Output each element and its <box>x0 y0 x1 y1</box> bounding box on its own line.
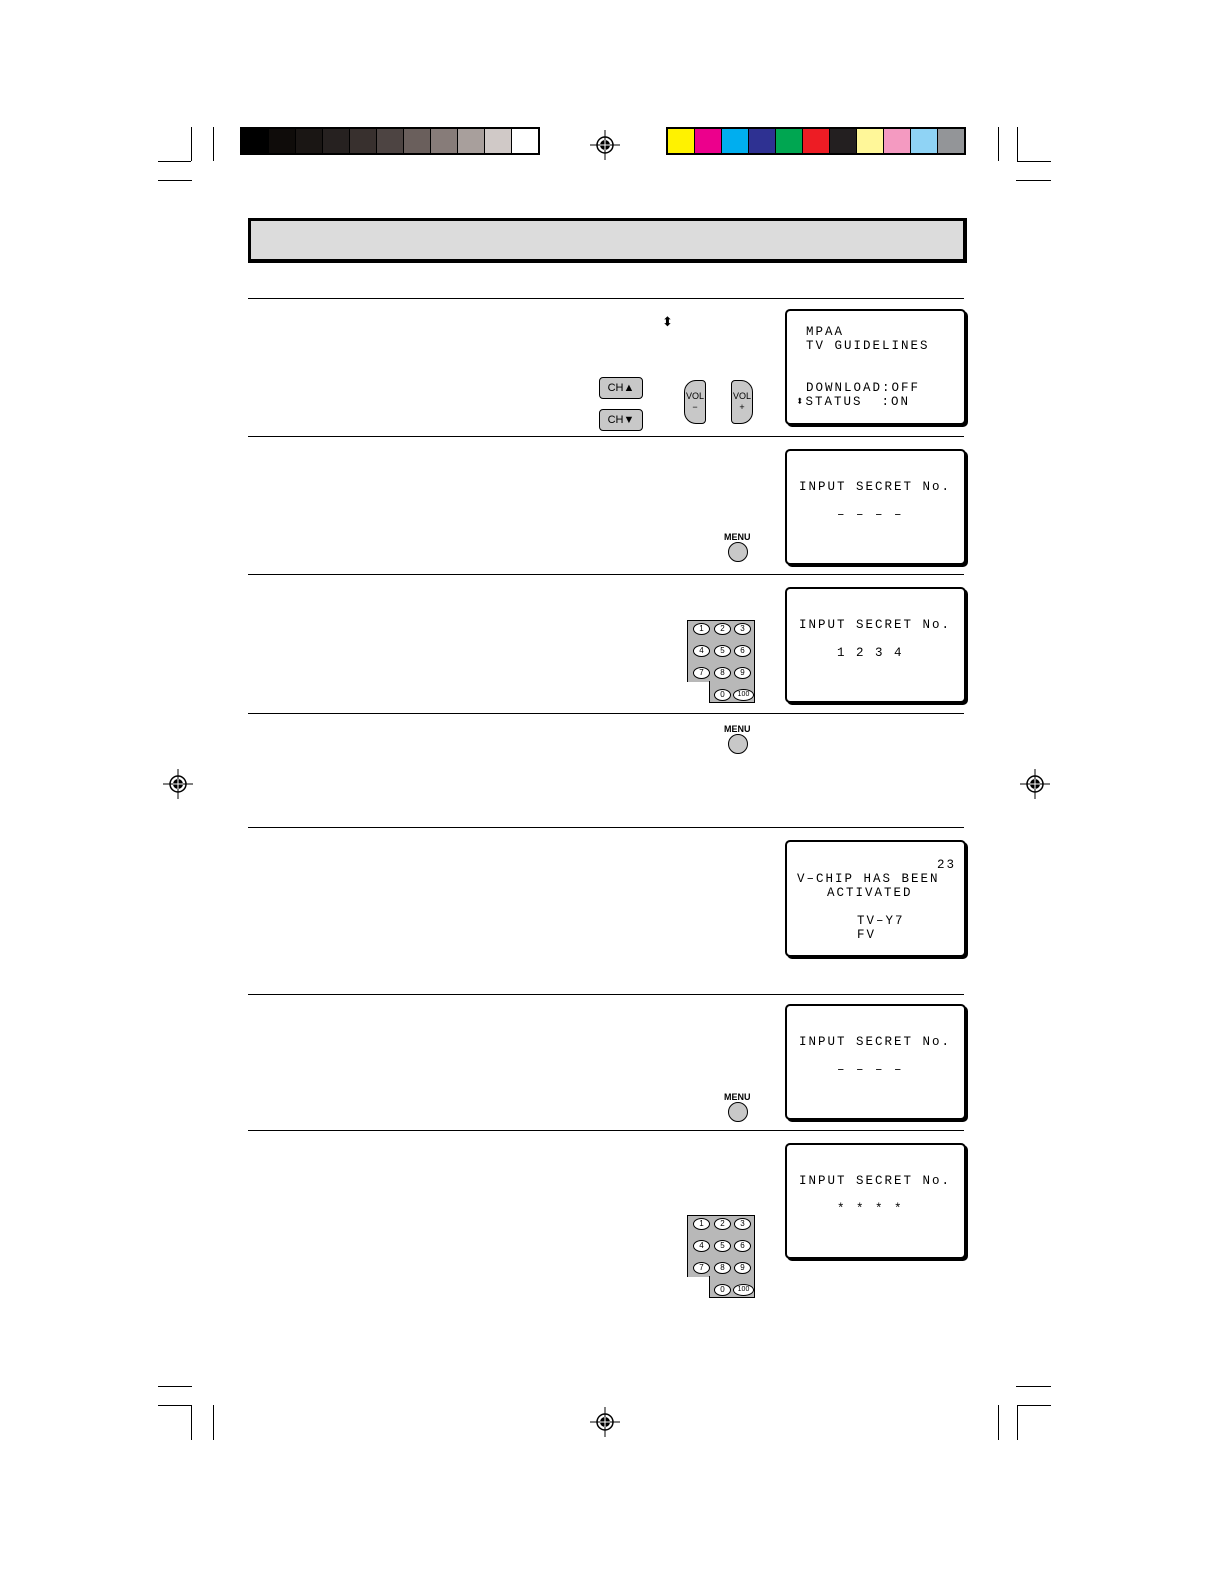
keypad-key-5[interactable]: 5 <box>714 1240 731 1252</box>
color-swatch <box>749 129 776 153</box>
screen-text: ACTIVATED <box>827 886 913 900</box>
color-swatch <box>776 129 803 153</box>
screen-text: * * * * <box>837 1202 904 1216</box>
keypad-key-4[interactable]: 4 <box>693 645 710 657</box>
tv-screen-input-secret <box>785 449 966 565</box>
registration-mark-icon <box>1020 769 1050 799</box>
gray-color-bar <box>240 127 540 155</box>
screen-text: – – – – <box>837 1063 904 1077</box>
color-swatch <box>269 129 296 153</box>
crop-mark <box>213 1405 214 1440</box>
crop-mark <box>158 161 191 162</box>
color-swatch <box>830 129 857 153</box>
screen-text: FV <box>857 928 877 942</box>
screen-text: – – – – <box>837 508 904 522</box>
tv-screen-input-secret <box>785 587 966 703</box>
crop-mark <box>158 1386 192 1387</box>
keypad-key-1[interactable]: 1 <box>693 1218 710 1230</box>
section-divider <box>248 713 964 714</box>
crop-mark <box>1017 127 1018 161</box>
keypad-key-7[interactable]: 7 <box>693 667 710 679</box>
color-swatch <box>242 129 269 153</box>
screen-text: V–CHIP HAS BEEN <box>797 872 940 886</box>
color-swatch <box>668 129 695 153</box>
color-swatch <box>803 129 830 153</box>
channel-number: 23 <box>937 858 957 872</box>
number-keypad[interactable] <box>687 1215 755 1297</box>
menu-button[interactable] <box>728 1102 748 1122</box>
keypad-key-100[interactable]: 100 <box>733 1284 754 1296</box>
registration-mark-icon <box>590 130 620 160</box>
crop-mark <box>158 1405 191 1406</box>
section-divider <box>248 574 964 575</box>
color-swatch <box>857 129 884 153</box>
screen-text: INPUT SECRET No. <box>799 1035 952 1049</box>
keypad-key-6[interactable]: 6 <box>734 645 751 657</box>
color-swatch <box>722 129 749 153</box>
screen-text: DOWNLOAD:OFF <box>806 381 921 395</box>
color-swatch <box>884 129 911 153</box>
color-swatch <box>911 129 938 153</box>
keypad-key-6[interactable]: 6 <box>734 1240 751 1252</box>
vol-minus-button[interactable] <box>684 380 706 424</box>
crop-mark <box>191 127 192 161</box>
color-swatch <box>938 129 964 153</box>
keypad-key-0[interactable]: 0 <box>714 689 731 701</box>
color-swatch <box>512 129 538 153</box>
crop-mark <box>1016 1386 1051 1387</box>
screen-text: INPUT SECRET No. <box>799 480 952 494</box>
updown-arrow-icon: ⬍ <box>662 314 673 329</box>
menu-label: MENU <box>724 1092 751 1102</box>
vol-label: VOL <box>732 391 751 401</box>
screen-text: TV GUIDELINES <box>806 339 930 353</box>
keypad-key-4[interactable]: 4 <box>693 1240 710 1252</box>
screen-text: TV–Y7 <box>857 914 905 928</box>
keypad-key-2[interactable]: 2 <box>714 1218 731 1230</box>
ch-up-button[interactable]: CH▲ <box>599 377 643 399</box>
section-divider <box>248 827 964 828</box>
keypad-key-8[interactable]: 8 <box>714 1262 731 1274</box>
color-swatch <box>323 129 350 153</box>
number-keypad[interactable] <box>687 620 755 702</box>
crop-mark <box>998 127 999 161</box>
keypad-key-7[interactable]: 7 <box>693 1262 710 1274</box>
keypad-key-9[interactable]: 9 <box>734 667 751 679</box>
keypad-key-1[interactable]: 1 <box>693 623 710 635</box>
tv-screen-mpaa-status <box>785 309 966 425</box>
plus-sign: + <box>739 402 745 412</box>
color-swatch <box>377 129 404 153</box>
menu-button[interactable] <box>728 734 748 754</box>
color-swatch <box>431 129 458 153</box>
color-swatch <box>695 129 722 153</box>
crop-mark <box>1017 1405 1051 1406</box>
tv-screen-input-secret <box>785 1143 966 1259</box>
keypad-key-3[interactable]: 3 <box>734 1218 751 1230</box>
section-divider <box>248 436 964 437</box>
vol-plus-button[interactable] <box>731 380 753 424</box>
menu-label: MENU <box>724 532 751 542</box>
crop-mark <box>158 180 192 181</box>
color-swatch <box>404 129 431 153</box>
crop-mark <box>998 1405 999 1440</box>
keypad-key-3[interactable]: 3 <box>734 623 751 635</box>
section-divider <box>248 994 964 995</box>
menu-label: MENU <box>724 724 751 734</box>
screen-text: 1 2 3 4 <box>837 646 904 660</box>
vol-label: VOL <box>685 391 704 401</box>
tv-screen-vchip-activated <box>785 840 966 957</box>
crop-mark <box>1016 180 1051 181</box>
process-color-bar <box>666 127 966 155</box>
screen-text: ⬍STATUS :ON <box>796 395 911 409</box>
color-swatch <box>485 129 512 153</box>
menu-button[interactable] <box>728 542 748 562</box>
keypad-key-5[interactable]: 5 <box>714 645 731 657</box>
screen-text: MPAA <box>806 325 845 339</box>
color-swatch <box>458 129 485 153</box>
keypad-key-0[interactable]: 0 <box>714 1284 731 1296</box>
crop-mark <box>1017 161 1051 162</box>
registration-mark-icon <box>163 769 193 799</box>
crop-mark <box>191 1405 192 1440</box>
screen-text: INPUT SECRET No. <box>799 618 952 632</box>
section-header-bar <box>248 218 967 263</box>
color-swatch <box>350 129 377 153</box>
color-swatch <box>296 129 323 153</box>
keypad-key-8[interactable]: 8 <box>714 667 731 679</box>
keypad-key-2[interactable]: 2 <box>714 623 731 635</box>
keypad-key-100[interactable]: 100 <box>733 689 754 701</box>
section-divider <box>248 1130 964 1131</box>
tv-screen-input-secret <box>785 1004 966 1120</box>
crop-mark <box>213 127 214 161</box>
screen-text: INPUT SECRET No. <box>799 1174 952 1188</box>
registration-mark-icon <box>590 1407 620 1437</box>
keypad-key-9[interactable]: 9 <box>734 1262 751 1274</box>
ch-down-button[interactable]: CH▼ <box>599 409 643 431</box>
section-divider <box>248 298 964 299</box>
minus-sign: − <box>692 402 698 412</box>
crop-mark <box>1017 1405 1018 1440</box>
